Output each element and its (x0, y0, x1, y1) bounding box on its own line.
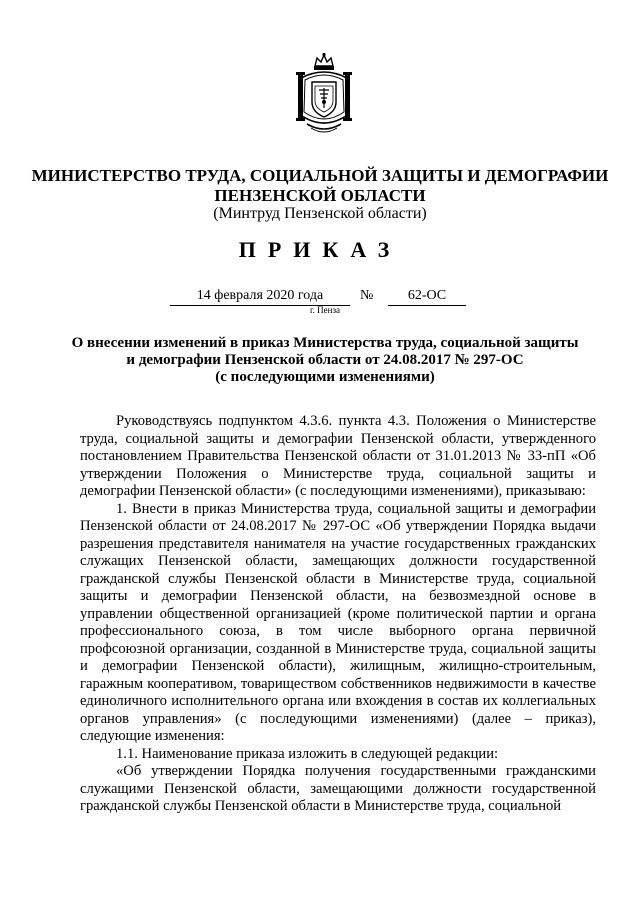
order-date: 14 февраля 2020 года (170, 287, 350, 306)
ministry-name-line-2: ПЕНЗЕНСКОЙ ОБЛАСТИ (214, 186, 426, 205)
order-city: г. Пенза (309, 305, 341, 315)
body-paragraph: 1.1. Наименование приказа изложить в следующей редакции: (116, 745, 499, 762)
order-title: ПРИКАЗ (238, 237, 402, 262)
body-paragraph: «Об утверждении Порядка получения государственными гражданскими служащими Пензенской области, замещающими должности государственной гражданской службы Пензенской области в Министерстве труда, социальной (80, 763, 596, 814)
order-heading-line-1: О внесении изменений в приказ Министерства труда, социальной защиты (71, 335, 579, 351)
order-body (80, 413, 596, 816)
ministry-short-name: (Минтруд Пензенской области) (213, 205, 427, 222)
body-paragraph: 1. Внести в приказ Министерства труда, социальной защиты и демографии Пензенской области от 24.08.2017 № 297-ОС «Об утверждении Порядка выдачи разрешения представителя нанимателя на участие государственных гражданских служащих Пензенской области, замещающих должности государственной гражданской службы Пензенской области в Министерстве труда, социальной защиты и демографии Пензенской области, на безвозмездной основе в управлении общественной организацией (кроме политической партии и органа профессионального союза, в том числе выборного органа первичной профсоюзной организации, созданной в Министерстве труда, социальной защиты и демографии Пензенской области), жилищным, жилищно-строительным, гаражным кооперативом, товариществом собственников недвижимости в качестве единоличного исполнительного органа или вхождения в состав их коллегиальных органов управления» (с последующими изменениями) (далее – приказ), следующие изменения: (80, 500, 596, 744)
order-number: 62-ОС (388, 287, 466, 306)
order-number-sign: № (360, 288, 374, 303)
order-heading-line-3: (с последующими изменениями) (215, 369, 435, 385)
order-heading-line-2: и демографии Пензенской области от 24.08.2017 № 297-ОС (126, 352, 524, 368)
penza-coat-of-arms-icon (293, 52, 355, 138)
ministry-name-line-1: МИНИСТЕРСТВО ТРУДА, СОЦИАЛЬНОЙ ЗАЩИТЫ И ДЕМОГРАФИИ (31, 166, 609, 185)
body-paragraph: Руководствуясь подпунктом 4.3.6. пункта 4.3. Положения о Министерстве труда, социальной защиты и демографии Пензенской области, утвержденного постановлением Правительства Пензенской области от 31.01.2013 № 33-пП «Об утверждении Положения о Министерстве труда, социальной защиты и демографии Пензенской области» (с последующими изменениями), приказываю: (80, 413, 596, 499)
